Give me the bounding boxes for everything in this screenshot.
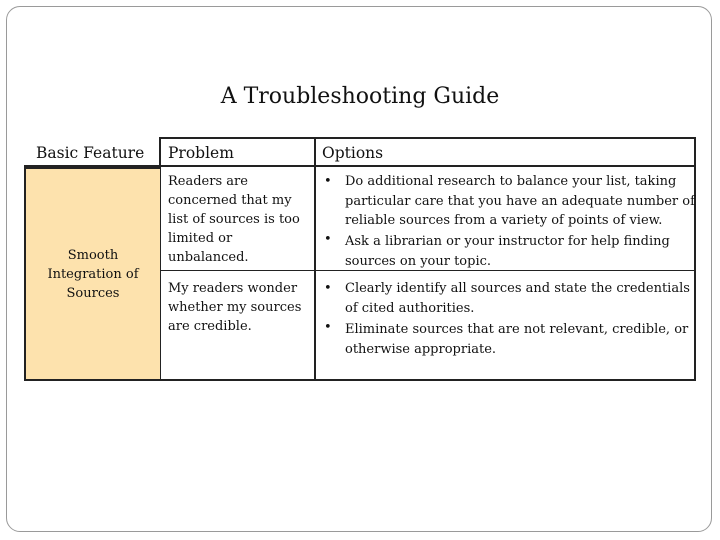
feature-cell (24, 167, 160, 381)
bullet-icon: • (324, 232, 332, 247)
row-1-option-2: Ask a librarian or your instructor for help finding sources on your topic. (345, 234, 670, 269)
row-2-problem: My readers wonder whether my sources are credible. (168, 281, 302, 334)
row-1-option-1: Do additional research to balance your list, taking particular care that you have an adequate number of reliable sources from a variety of points of view. (345, 174, 695, 228)
header-problem: Problem (168, 144, 234, 162)
header-options: Options (322, 144, 384, 162)
table-top-border (160, 137, 696, 139)
row-2-option-1: Clearly identify all sources and state the credentials of cited authorities. (345, 281, 690, 316)
slide-title: A Troubleshooting Guide (220, 84, 500, 109)
feature-label: Smooth Integration of Sources (47, 247, 139, 301)
column-divider-2 (314, 137, 316, 381)
header-basic-feature: Basic Feature (36, 144, 145, 162)
table-bottom-border (160, 379, 696, 381)
row-2-option-2: Eliminate sources that are not relevant, credible, or otherwise appropriate. (345, 322, 689, 357)
bullet-icon: • (324, 320, 332, 335)
row-1-problem: Readers are concerned that my list of sources is too limited or unbalanced. (168, 174, 300, 265)
bullet-icon: • (324, 281, 332, 296)
bullet-icon: • (324, 174, 332, 189)
